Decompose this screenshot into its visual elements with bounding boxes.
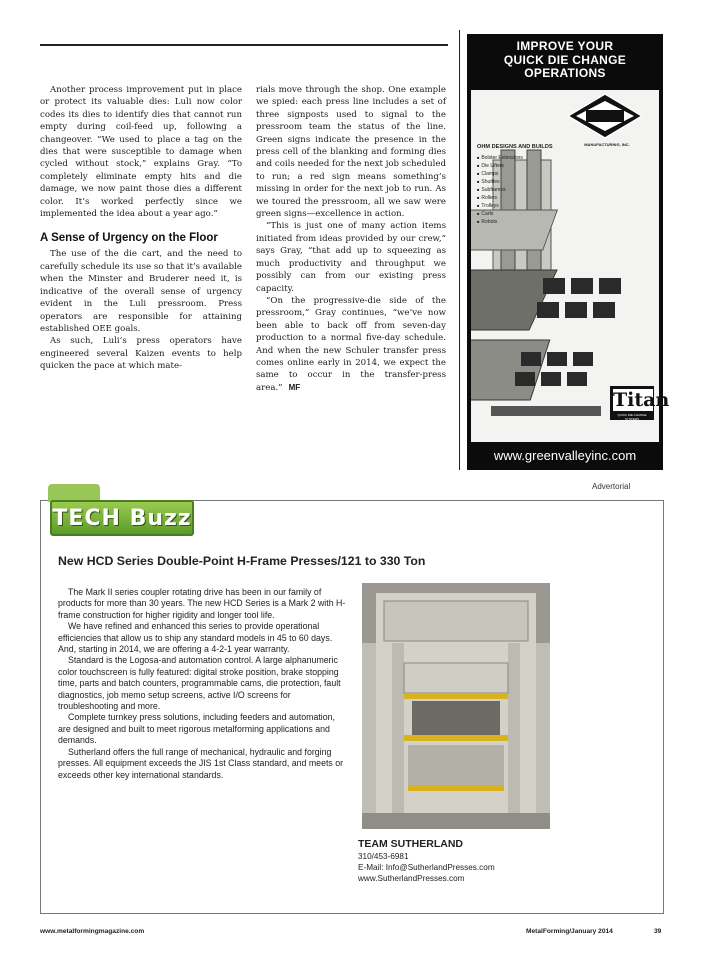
h-frame-press-image — [362, 583, 550, 829]
article-paragraph: “This is just one of many action items initiated from ideas provided by our crew,” says Gray, “that add up to squeezing as much productivity and throughput we possibly can from our existing press capacity. — [256, 221, 446, 294]
body-paragraph: Sutherland offers the full range of mechanical, hydraulic and forging presses. All equipment exceeds the JIS 1st Class standard, and meets or exceeds other key international standards. — [58, 746, 344, 780]
tech-buzz-title: New HCD Series Double-Point H-Frame Presses/121 to 330 Ton — [58, 554, 426, 568]
article-column-1 — [40, 84, 242, 373]
body-paragraph: We have refined and enhanced this series to provide operational efficiencies that allow us to ship any standard models in 45 to 60 days. And, starting in 2014, we are offering a 4-2-1 year warranty. — [58, 621, 333, 655]
green-valley-logo-graphic — [566, 92, 644, 140]
column-rule — [459, 30, 460, 470]
list-item: ■ Trolleys — [477, 202, 553, 210]
ad-url-link[interactable]: www.greenvalleyinc.com — [493, 448, 637, 463]
titan-logo — [610, 386, 670, 421]
contact-phone: 310/453-6981 — [358, 852, 409, 861]
contact-name: TEAM SUTHERLAND — [358, 838, 463, 850]
list-item: ■ Rollers — [477, 194, 553, 202]
footer-issue: MetalForming/January 2014 — [526, 928, 613, 935]
green-valley-advertisement[interactable] — [467, 34, 670, 470]
list-item: ■ Die Lifters — [477, 162, 553, 170]
list-item: ■ Shuttles — [477, 178, 553, 186]
tech-buzz-badge-text: TECH Buzz — [52, 506, 192, 531]
contact-website[interactable]: www.SutherlandPresses.com — [358, 874, 465, 883]
ad-headline-line: OPERATIONS — [524, 66, 606, 80]
top-rule — [40, 44, 448, 46]
article-paragraph: rials move through the shop. One example we spied: each press line includes a set of three signposts used to signal to the pressroom team the status of the line. Green signs indicate the presence in the press cell of the blanking and forming dies and coils needed for the next job scheduled to run; a red sign means something’s missing in order for the next job to run. As we toured the pressroom, all we saw were green signs—excellence in action. — [256, 85, 446, 220]
section-heading: A Sense of Urgency on the Floor — [40, 232, 218, 245]
list-item: ■ Subframes — [477, 186, 553, 194]
product-list — [477, 144, 553, 226]
article-paragraph-text: “On the progressive-die side of the pressroom,” Gray continues, “we’ve now been able to back off from seven-day production to a normal five-day schedule. And when the new Schuler transfer press comes online early in 2014, we expect the same to occur in the transfer-press area.” — [256, 295, 446, 393]
list-item: ■ Bolster Extensions — [477, 154, 553, 162]
byline: MF — [288, 382, 301, 392]
tech-buzz-body — [58, 587, 350, 781]
article-paragraph-last — [256, 295, 446, 394]
press-photo — [362, 583, 550, 829]
list-item: ■ Robots — [477, 218, 553, 226]
titan-tagline: QUICK DIE CHANGE SYSTEMS — [617, 413, 647, 421]
tech-buzz-badge — [50, 500, 194, 536]
green-valley-logo — [566, 92, 644, 140]
product-list-heading: OHM DESIGNS AND BUILDS — [477, 144, 553, 150]
advertorial-label: Advertorial — [592, 482, 631, 491]
list-item: ■ Clamps — [477, 170, 553, 178]
page-number: 39 — [654, 928, 662, 935]
ad-headline-line: IMPROVE YOUR — [516, 39, 614, 53]
list-item: ■ Carts — [477, 210, 553, 218]
article-paragraph: As such, Luli’s press operators have engineered several Kaizen events to help quicken the pace at which mate- — [40, 336, 242, 372]
ad-headline-line: QUICK DIE CHANGE — [503, 52, 627, 67]
ad-headline — [467, 40, 663, 81]
titan-wordmark: Titan — [613, 389, 670, 411]
footer-website: www.metalformingmagazine.com — [40, 928, 145, 935]
article-column-2 — [256, 84, 446, 394]
contact-email[interactable]: E-Mail: Info@SutherlandPresses.com — [358, 863, 495, 872]
body-paragraph: Standard is the Logosa-and automation control. A large alphanumeric color touchscreen is fully featured: digital stroke position, brake stopping time, parts and batch counters, programmable cams, die protection, fault diagnostics, job memo setup screens, active I/O screens for troubleshooting and more. — [58, 655, 341, 712]
body-paragraph: Complete turnkey press solutions, including feeders and automation, are designed and built to meet rigorous metalforming applications and demands. — [58, 712, 335, 746]
article-paragraph: Another process improvement put in place or protect its valuable dies: Luli now color codes its dies to identify dies that cannot run empty during coil-feed up, following a changeover. “We used to place a tag on the dies that were susceptible to damage when cycled without stock,” explains Gray. “To completely eliminate empty hits and die damage, we now paint those dies a different color. It’s worked perfectly since we implemented the idea about a year ago.” — [40, 85, 242, 220]
green-valley-tagline: MANUFACTURING, INC. — [584, 142, 630, 147]
article-paragraph: The use of the die cart, and the need to carefully schedule its use so that it’s available when the Minster and Bruderer need it, is indicative of the overall sense of urgency evident in the Luli pressroom. Press operators are responsible for attaining established OEE goals. — [40, 249, 242, 334]
body-paragraph: The Mark II series coupler rotating drive has been in our family of products for more than 30 years. The new HCD Series is a Mark 2 with H-frame construction for higher rigidity and longer tool life. — [58, 587, 346, 620]
contact-block — [358, 838, 495, 884]
